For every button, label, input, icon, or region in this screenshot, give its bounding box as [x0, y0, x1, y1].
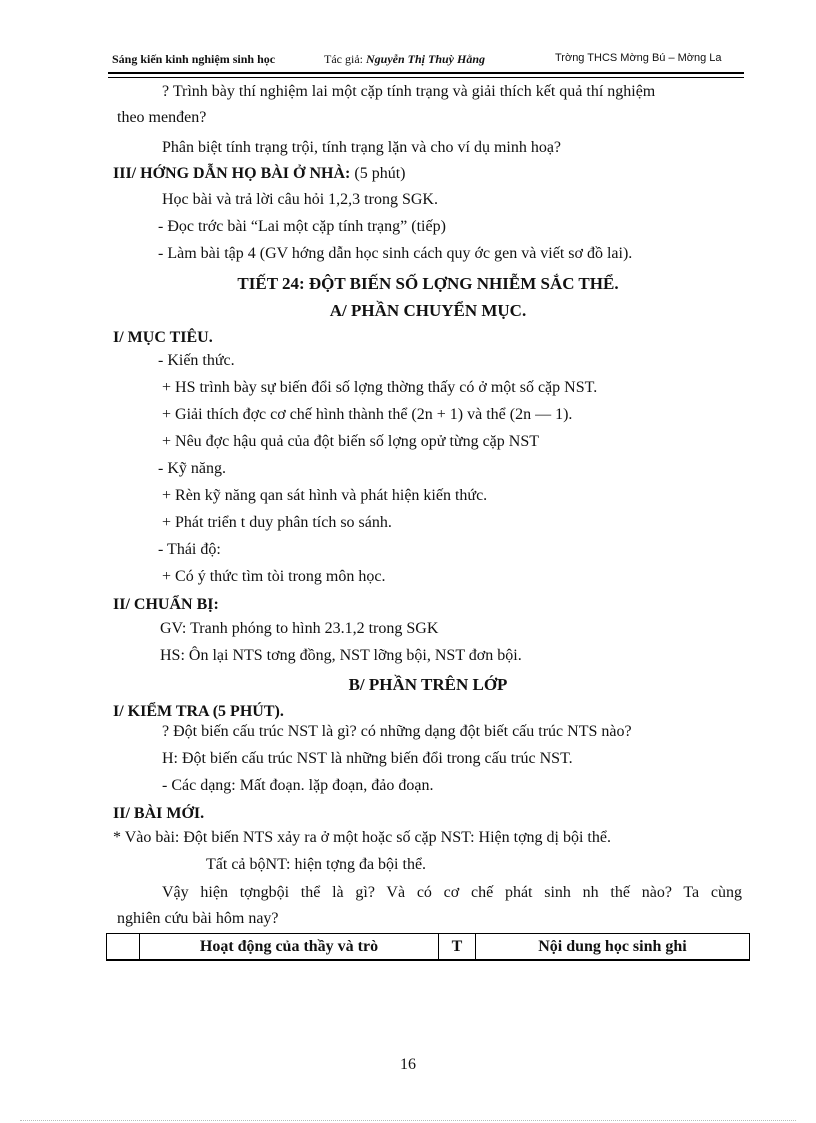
section-heading-label: III/ HỚNG DẪN HỌ BÀI Ở NHÀ:: [113, 165, 351, 182]
lesson-title: TIẾT 24: ĐỘT BIẾN SỐ LỢNG NHIỄM SẮC THỂ.: [237, 274, 619, 293]
text-line: * Vào bài: Đột biến NTS xảy ra ở một hoặc số cặp NST: Hiện tợng dị bội thể.: [113, 829, 611, 846]
text-line: - Làm bài tập 4 (GV hớng dẫn học sinh cách quy ớc gen và viết sơ đồ lai).: [158, 245, 633, 262]
text-line: + Phát triển t duy phân tích so sánh.: [162, 514, 392, 531]
text-line: HS: Ôn lại NTS tơng đồng, NST lỡng bội, NST đơn bội.: [160, 647, 522, 664]
section-heading-check: I/ KIỂM TRA (5 PHÚT).: [113, 703, 284, 720]
text-line: H: Đột biến cấu trúc NST là những biến đổi trong cấu trúc NST.: [162, 750, 573, 767]
text-line: + Rèn kỹ năng qan sát hình và phát hiện kiến thức.: [162, 487, 488, 504]
text-line: ? Đột biến cấu trúc NST là gì? có những dạng đột biết cấu trúc NTS nào?: [162, 723, 632, 740]
text-line: + Giải thích đợc cơ chế hình thành thể (2n + 1) và thể (2n — 1).: [162, 406, 573, 423]
footer-dotted-rule: [20, 1120, 796, 1121]
text-line: Vậy hiện tợngbội thể là gì? Và có cơ chế phát sinh nh thế nào? Ta cùng: [162, 884, 742, 901]
section-heading-new-lesson: II/ BÀI MỚI.: [113, 805, 205, 822]
text-line: ? Trình bày thí nghiệm lai một cặp tính trạng và giải thích kết quả thí nghiệm: [162, 83, 656, 100]
text-line: + Nêu đợc hậu quả của đột biến số lợng opử từng cặp NST: [162, 433, 539, 450]
table-header-cell: Nội dung học sinh ghi: [538, 937, 687, 955]
table-header-cell: Hoạt động của thầy và trò: [140, 934, 439, 959]
header-subject: Sáng kiến kinh nghiệm sinh học: [112, 52, 276, 66]
part-b-title: B/ PHẦN TRÊN LỚP: [348, 675, 508, 694]
header-author: [324, 52, 485, 67]
section-heading-objectives: I/ MỤC TIÊU.: [113, 329, 213, 346]
text-line: - Các dạng: Mất đoạn. lặp đoạn, đảo đoạn.: [162, 777, 434, 794]
text-line: + Có ý thức tìm tòi trong môn học.: [162, 568, 386, 585]
text-line: theo menđen?: [117, 109, 207, 126]
text-line: - Thái độ:: [158, 541, 221, 558]
table-header-cell: T: [439, 934, 476, 959]
text-line: Học bài và trả lời câu hỏi 1,2,3 trong SGK.: [162, 191, 438, 208]
section-heading-duration: (5 phút): [350, 165, 406, 182]
header-rule: [108, 72, 744, 78]
text-line: Tất cả bộNT: hiện tợng đa bội thể.: [206, 856, 427, 873]
text-line: - Kỹ năng.: [158, 460, 226, 477]
page-number: 16: [400, 1056, 416, 1073]
activity-table-header: [106, 933, 750, 961]
table-header-cell: [107, 934, 140, 959]
section-heading-preparation: II/ CHUẨN BỊ:: [113, 596, 219, 613]
author-name: Nguyễn Thị Thuỳ Hằng: [365, 52, 485, 66]
text-line: + HS trình bày sự biến đổi số lợng thờng thấy có ở một số cặp NST.: [162, 379, 598, 396]
text-line: nghiên cứu bài hôm nay?: [117, 910, 279, 927]
author-label: Tác giả:: [324, 52, 363, 66]
header-school: Trờng THCS Mờng Bú – Mờng La: [555, 52, 722, 64]
text-line: GV: Tranh phóng to hình 23.1,2 trong SGK: [160, 620, 439, 637]
text-line: - Đọc trớc bài “Lai một cặp tính trạng” (tiếp): [158, 218, 446, 235]
text-line: - Kiến thức.: [158, 352, 235, 369]
part-a-title: A/ PHẦN CHUYỂN MỤC.: [329, 301, 527, 320]
page-header: [110, 50, 742, 70]
text-line: Phân biệt tính trạng trội, tính trạng lặn và cho ví dụ minh hoạ?: [162, 139, 562, 156]
section-heading-homework: [113, 164, 405, 184]
